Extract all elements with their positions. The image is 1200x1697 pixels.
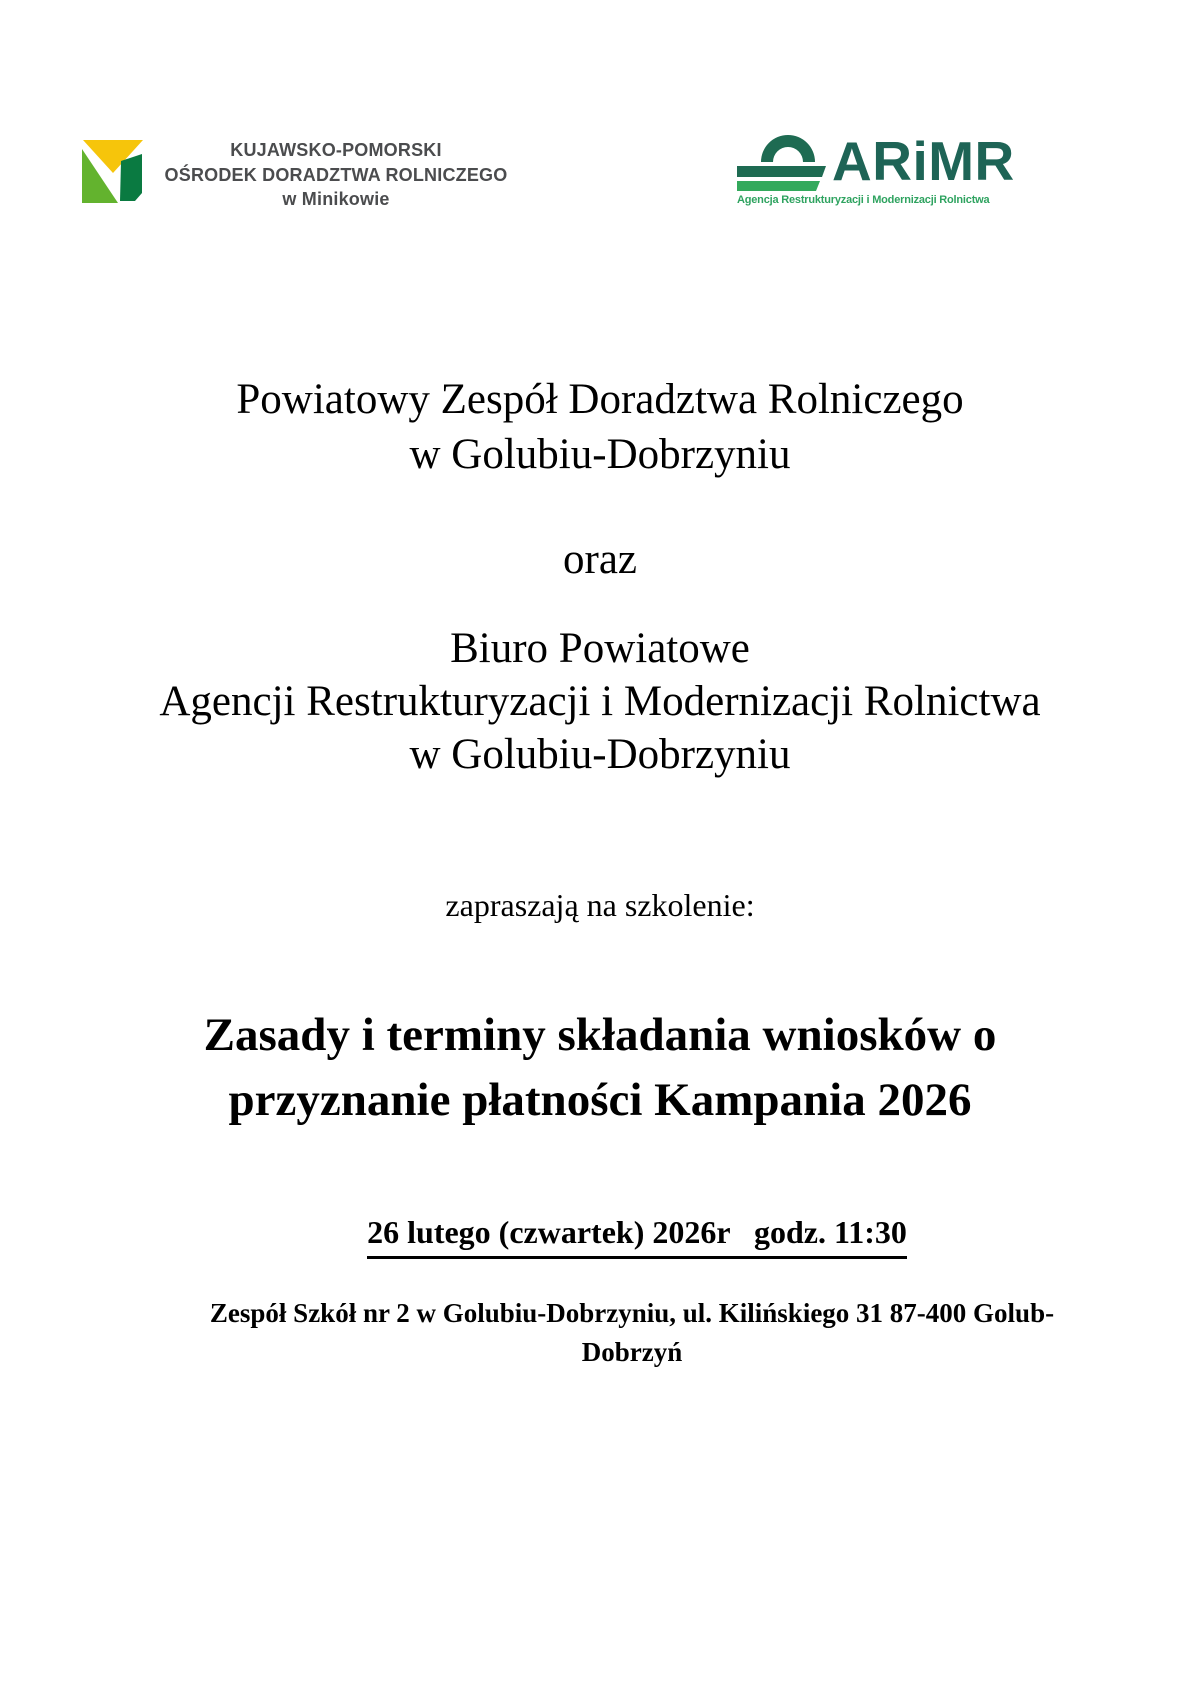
kpodr-name (156, 138, 516, 212)
organizer-2-line2: Agencji Restrukturyzacji i Modernizacji Rolnictwa (159, 678, 1041, 725)
training-title-line1: Zasady i terminy składania wniosków o (203, 1009, 997, 1061)
organizer-1-line1: Powiatowy Zespół Doradztwa Rolniczego (236, 376, 964, 423)
kpodr-name-line3: w Minikowie (282, 189, 390, 209)
arimr-logo-icon (737, 124, 829, 194)
event-venue-line2: Dobrzyń (581, 1337, 683, 1367)
organizer-1-line2: w Golubiu-Dobrzyniu (409, 431, 791, 478)
organizer-2 (0, 622, 1200, 781)
organizer-2-line3: w Golubiu-Dobrzyniu (409, 731, 791, 778)
event-datetime (74, 1211, 1200, 1259)
arimr-tagline: Agencja Restrukturyzacji i Modernizacji Rolnictwa (737, 194, 990, 206)
conjunction-oraz: oraz (563, 536, 637, 583)
arimr-wordmark: ARiMR (832, 130, 1015, 192)
event-venue (64, 1294, 1200, 1372)
organizer-1 (0, 372, 1200, 482)
training-title-line2: przyznanie płatności Kampania 2026 (228, 1074, 972, 1126)
kpodr-name-line1: KUJAWSKO-POMORSKI (230, 140, 442, 160)
invite-line: zapraszają na szkolenie: (445, 887, 755, 923)
arimr-logo (737, 124, 1039, 214)
event-venue-line1: Zespół Szkół nr 2 w Golubiu-Dobrzyniu, ul. Kilińskiego 31 87-400 Golub- (209, 1298, 1055, 1328)
kpodr-name-line2: OŚRODEK DORADZTWA ROLNICZEGO (164, 164, 508, 185)
organizer-2-line1: Biuro Powiatowe (450, 625, 750, 672)
event-datetime-text: 26 lutego (czwartek) 2026r godz. 11:30 (367, 1211, 907, 1259)
training-title (0, 1003, 1200, 1133)
kpodr-logo-icon (78, 136, 145, 206)
